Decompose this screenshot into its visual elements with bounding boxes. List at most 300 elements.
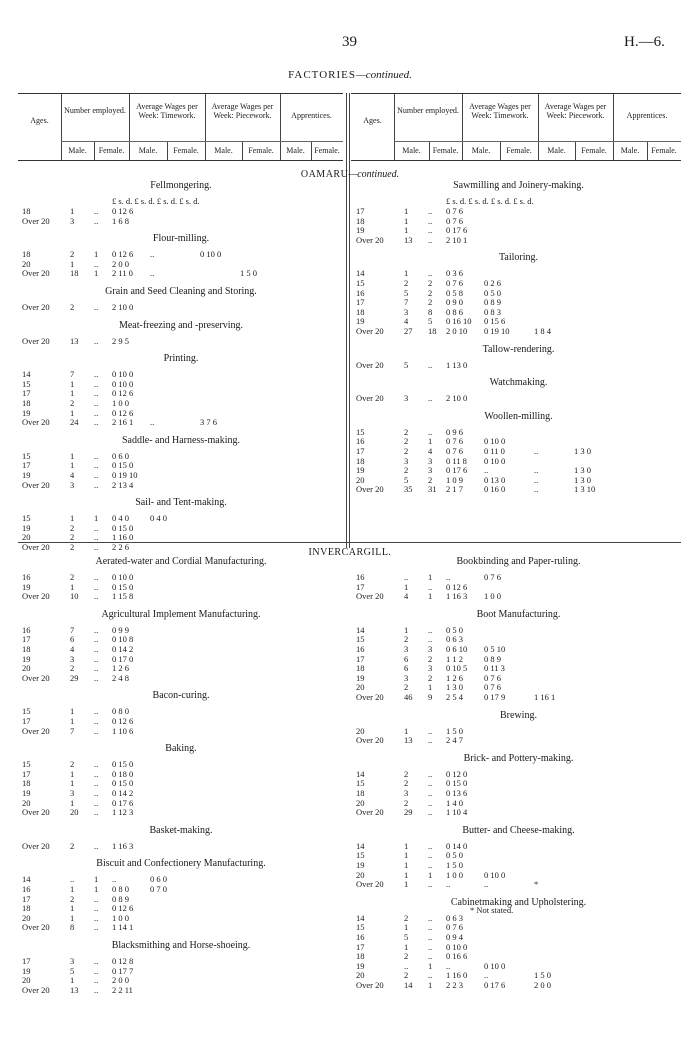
cell-tw: 1 13 0	[446, 359, 468, 370]
cell-f: ..	[94, 807, 99, 818]
header-piecework: Average Wages per Week: Piecework.	[544, 102, 607, 120]
cell-age: 19	[356, 316, 365, 327]
table-row	[356, 591, 681, 602]
header-female: Female.	[506, 146, 532, 155]
cell-tw: ..	[446, 879, 451, 890]
cell-tw: 0 14 2	[112, 643, 134, 654]
cell-f: ..	[94, 479, 99, 490]
cell-tw: 0 12 6	[112, 388, 134, 399]
cell-f: ..	[428, 840, 433, 851]
cell-age: 15	[356, 634, 365, 645]
cell-tw: 2 10 0	[446, 393, 468, 404]
cell-tw: 0 12 6	[112, 903, 134, 914]
section-title: Fellmongering.	[150, 180, 212, 191]
cell-tf: 0 8 9	[484, 297, 501, 308]
cell-f: ..	[94, 335, 99, 346]
table-row	[356, 360, 681, 371]
cell-age: 19	[22, 469, 31, 480]
cell-f: 1	[94, 513, 99, 524]
cell-tw: 1 3 0	[446, 682, 463, 693]
cell-m: 3	[70, 653, 75, 664]
table-row	[356, 807, 681, 818]
cell-age: Over 20	[356, 325, 384, 336]
cell-pw: 1 5 0	[534, 970, 551, 981]
header-female: Female.	[651, 146, 677, 155]
cell-tw: 0 17 6	[446, 465, 468, 476]
cell-f: 1	[428, 960, 433, 971]
cell-age: Over 20	[356, 393, 384, 404]
cell-m: 2	[404, 912, 409, 923]
cell-m: 2	[70, 541, 75, 552]
section-title: Basket-making.	[149, 824, 213, 836]
cell-age: Over 20	[22, 984, 50, 995]
section-title: Agricultural Implement Manufacturing.	[101, 608, 261, 620]
cell-f: ..	[94, 407, 99, 418]
section-title: Saddle- and Harness-making.	[121, 434, 241, 446]
cell-f: ..	[94, 715, 99, 726]
cell-m: 3	[404, 672, 409, 683]
cell-age: 19	[356, 465, 365, 476]
cell-m: 1	[404, 268, 409, 279]
section-title: Tailoring.	[498, 252, 538, 264]
cell-m: ..	[404, 572, 409, 582]
cell-tw: 1 1 2	[446, 653, 463, 664]
cell-tw: 0 6 10	[446, 643, 468, 654]
header-ages: Ages.	[30, 116, 49, 125]
cell-m: 1	[70, 778, 75, 789]
cell-tw: 2 4 8	[112, 672, 129, 683]
header-apprentices: Apprentices.	[291, 111, 332, 120]
cell-tw: 0 12 6	[112, 249, 134, 260]
cell-age: Over 20	[356, 979, 384, 990]
cell-f: 2	[428, 653, 433, 664]
cell-age: 20	[22, 912, 31, 923]
cell-age: 17	[22, 388, 31, 399]
cell-tw: 1 10 6	[112, 725, 134, 736]
cell-tw: 1 15 8	[112, 591, 134, 602]
cell-tw: 2 10 1	[446, 234, 468, 245]
cell-m: 1	[70, 450, 75, 461]
cell-f: ..	[94, 893, 99, 904]
table-header-left	[18, 93, 343, 161]
cell-pw: 1 8 4	[534, 325, 551, 336]
cell-tw: 0 11 8	[446, 455, 467, 466]
cell-m: 6	[404, 663, 409, 674]
cell-tw: 0 10 0	[446, 941, 468, 952]
cell-f: ..	[94, 572, 99, 582]
cell-tw: 0 15 0	[112, 522, 134, 533]
cell-tf: 1 0 0	[484, 591, 501, 602]
cell-m: 4	[404, 316, 409, 327]
cell-age: 17	[22, 715, 31, 726]
cell-tw: 0 8 6	[446, 306, 463, 317]
cell-age: 17	[356, 297, 365, 308]
cell-f: ..	[428, 859, 433, 870]
header-employed: Number employed.	[64, 106, 126, 115]
cell-m: 2	[70, 522, 75, 533]
cell-age: Over 20	[22, 479, 50, 490]
cell-f: ..	[94, 581, 99, 592]
cell-pf: 1 3 10	[574, 484, 596, 495]
cell-m: 13	[70, 984, 79, 995]
cell-m: 4	[404, 591, 409, 602]
cell-tf: 0 10 0	[484, 436, 506, 447]
cell-age: 18	[22, 397, 31, 408]
cell-age: Over 20	[356, 807, 384, 818]
cell-pw: ..	[534, 445, 539, 456]
cell-m: 5	[404, 359, 409, 370]
cell-f: ..	[94, 460, 99, 471]
cell-tw: 2 13 4	[112, 479, 134, 490]
cell-f: ..	[428, 634, 433, 645]
cell-age: 20	[356, 682, 365, 693]
cell-age: 20	[22, 258, 31, 269]
cell-f: ..	[94, 922, 99, 933]
cell-m: 1	[404, 225, 409, 236]
cell-age: Over 20	[22, 725, 50, 736]
cell-tw: 0 6 3	[446, 634, 463, 645]
table-row	[22, 268, 340, 279]
page-number: 39	[342, 34, 357, 50]
cell-f: ..	[94, 672, 99, 683]
cell-m: 1	[70, 768, 75, 779]
cell-tw: 0 8 9	[112, 893, 129, 904]
cell-m: 2	[404, 426, 409, 437]
cell-age: 17	[22, 460, 31, 471]
cell-m: 1	[404, 941, 409, 952]
cell-f: 3	[428, 643, 433, 654]
cell-m: 1	[404, 581, 409, 592]
cell-age: Over 20	[356, 359, 384, 370]
cell-tw: 1 14 1	[112, 922, 134, 933]
cell-tf: 0 7 6	[484, 672, 501, 683]
cell-age: 15	[22, 706, 31, 717]
section-title: Brewing.	[500, 709, 537, 721]
cell-tf: 0 15 6	[484, 316, 506, 327]
table-header-right	[351, 93, 681, 161]
cell-tw: 2 2 6	[112, 541, 129, 552]
cell-age: Over 20	[22, 215, 50, 226]
cell-age: 16	[22, 624, 31, 635]
cell-tw: 0 12 0	[446, 768, 468, 779]
cell-f: ..	[94, 541, 99, 552]
cell-m: 8	[70, 922, 75, 933]
cell-tw: 1 10 4	[446, 807, 468, 818]
cell-m: 7	[70, 725, 75, 736]
section-title: Aerated-water and Cordial Manufacturing.	[95, 556, 267, 567]
cell-tw: 0 10 0	[112, 369, 134, 380]
cell-age: 20	[356, 970, 365, 981]
cell-tf: 0 10 0	[484, 455, 506, 466]
header-male: Male.	[547, 146, 566, 155]
cell-f: ..	[94, 903, 99, 914]
table-row	[22, 807, 340, 818]
cell-f: ..	[428, 797, 433, 808]
cell-f: ..	[428, 768, 433, 779]
table-row	[22, 841, 340, 852]
cell-f: ..	[94, 450, 99, 461]
cell-age: 14	[22, 874, 31, 885]
cell-f: ..	[94, 956, 99, 966]
cell-tf: 0 11 0	[484, 445, 505, 456]
table-row	[356, 235, 681, 246]
section-title: Woollen-milling.	[484, 410, 553, 422]
cell-m: 2	[70, 759, 75, 770]
cell-m: 2	[70, 572, 75, 582]
cell-m: ..	[404, 960, 409, 971]
cell-m: 1	[404, 869, 409, 880]
footnote: * Not stated.	[470, 905, 514, 915]
cell-m: 2	[404, 436, 409, 447]
cell-f: ..	[94, 725, 99, 736]
header-timework: Average Wages per Week: Timework.	[469, 102, 531, 120]
cell-tw: 0 15 0	[112, 460, 134, 471]
cell-m: 5	[404, 287, 409, 298]
cell-age: Over 20	[22, 922, 50, 933]
cell-m: 3	[70, 956, 75, 966]
cell-tf: 0 11 3	[484, 663, 505, 674]
cell-age: Over 20	[356, 879, 384, 890]
cell-m: 46	[404, 691, 413, 702]
cell-m: 1	[70, 388, 75, 399]
cell-m: 1	[404, 206, 409, 216]
cell-tw: 0 5 8	[446, 287, 463, 298]
cell-f: 31	[428, 484, 437, 495]
cell-m: 3	[404, 643, 409, 654]
cell-m: 29	[70, 672, 79, 683]
cell-m: 1	[70, 460, 75, 471]
cell-f: 8	[428, 306, 433, 317]
cell-m: 18	[70, 268, 79, 279]
cell-age: 19	[22, 581, 31, 592]
cell-f: 1	[428, 682, 433, 693]
cell-tw: 2 2 11	[112, 984, 133, 995]
cell-age: Over 20	[356, 691, 384, 702]
cell-pw: *	[534, 879, 539, 890]
cell-f: ..	[94, 912, 99, 923]
cell-age: 19	[22, 787, 31, 798]
header-male: Male.	[286, 146, 305, 155]
cell-f: ..	[428, 941, 433, 952]
cell-f: 3	[428, 455, 433, 466]
cell-age: 18	[356, 951, 365, 962]
cell-age: 18	[356, 306, 365, 317]
cell-age: 15	[356, 922, 365, 933]
cell-age: Over 20	[356, 234, 384, 245]
cell-f: ..	[428, 725, 433, 736]
cell-f: ..	[94, 984, 99, 995]
cell-m: 2	[404, 797, 409, 808]
cell-m: 7	[70, 624, 75, 635]
cell-f: ..	[428, 970, 433, 981]
cell-tw: 0 17 6	[112, 797, 134, 808]
cell-f: 1	[94, 883, 99, 894]
cell-age: 15	[22, 378, 31, 389]
table-row	[22, 673, 340, 684]
cell-age: 20	[356, 474, 365, 485]
section-title: Cabinetmaking and Upholstering.	[450, 896, 587, 908]
cell-age: 19	[22, 407, 31, 418]
cell-age: 18	[22, 778, 31, 789]
section-title: Flour-milling.	[152, 233, 210, 245]
cell-tf: ..	[484, 465, 489, 476]
cell-age: 16	[356, 287, 365, 298]
unit-header: £ s. d. £ s. d. £ s. d. £ s. d.	[446, 196, 534, 206]
header-ages: Ages.	[363, 116, 382, 125]
cell-tw: 1 4 0	[446, 797, 463, 808]
cell-age: Over 20	[22, 335, 50, 346]
cell-tw: 1 16 3	[446, 591, 468, 602]
section-title: Grain and Seed Cleaning and Storing.	[105, 286, 257, 297]
cell-tf: 0 19 10	[484, 325, 510, 336]
cell-age: 17	[22, 634, 31, 645]
cell-tw: ..	[446, 572, 451, 582]
table-row	[22, 302, 340, 313]
region-heading-invercargill: INVERCARGILL.	[308, 547, 392, 558]
cell-f: ..	[428, 624, 433, 635]
cell-age: 15	[356, 850, 365, 861]
cell-tf: 0 8 3	[484, 306, 501, 317]
cell-age: 17	[356, 941, 365, 952]
cell-tw: 0 10 0	[112, 378, 134, 389]
cell-f: ..	[94, 840, 99, 851]
cell-tw: 0 13 6	[446, 787, 468, 798]
cell-tw: 0 9 6	[446, 426, 463, 437]
cell-tf: ..	[484, 970, 489, 981]
header-female: Female.	[98, 146, 125, 155]
cell-tw: 0 5 0	[446, 850, 463, 861]
cell-tw: 1 6 8	[112, 215, 129, 226]
cell-m: 4	[70, 643, 75, 654]
cell-age: 17	[22, 893, 31, 904]
cell-age: 19	[22, 965, 31, 976]
cell-m: 2	[70, 840, 75, 851]
cell-m: 2	[70, 249, 75, 260]
cell-tf: ..	[150, 417, 155, 428]
section-title: Bookbinding and Paper-ruling.	[456, 556, 581, 567]
cell-age: Over 20	[22, 268, 50, 279]
cell-age: 16	[356, 931, 365, 942]
cell-age: 16	[356, 572, 365, 582]
cell-f: 1	[94, 874, 99, 885]
cell-f: ..	[94, 768, 99, 779]
cell-tf: 0 10 0	[484, 869, 506, 880]
cell-m: 3	[70, 215, 75, 226]
header-female: Female.	[248, 146, 274, 155]
section-title: Butter- and Cheese-making.	[462, 824, 575, 836]
cell-f: 1	[428, 591, 433, 602]
cell-f: ..	[428, 922, 433, 933]
cell-f: 1	[428, 572, 433, 582]
header-female: Female.	[432, 146, 459, 155]
cell-m: 2	[404, 951, 409, 962]
cell-tf: 0 7 0	[150, 883, 167, 894]
cell-age: 19	[356, 672, 365, 683]
cell-tf: 0 8 9	[484, 653, 501, 664]
table-row	[356, 393, 681, 404]
cell-tw: 0 6 3	[446, 912, 463, 923]
table-row	[356, 326, 681, 337]
cell-f: ..	[428, 735, 433, 746]
cell-tw: 0 12 6	[112, 206, 134, 216]
cell-tw: 0 15 0	[446, 778, 468, 789]
cell-pw: 0 10 0	[200, 249, 222, 260]
section-title: Biscuit and Confectionery Manufacturing.	[96, 858, 266, 870]
cell-m: 2	[70, 397, 75, 408]
cell-f: 1	[428, 979, 433, 990]
section-title: Sail- and Tent-making.	[135, 497, 227, 509]
cell-m: 1	[404, 840, 409, 851]
cell-age: 14	[356, 268, 365, 279]
cell-tw: 1 0 0	[446, 869, 463, 880]
cell-age: 19	[22, 653, 31, 664]
cell-age: 14	[356, 840, 365, 851]
cell-m: 1	[70, 706, 75, 717]
cell-f: ..	[94, 634, 99, 645]
cell-m: 1	[70, 797, 75, 808]
cell-tw: 2 10 0	[112, 302, 134, 312]
cell-age: 20	[356, 869, 365, 880]
cell-age: 15	[22, 759, 31, 770]
cell-f: 1	[428, 436, 433, 447]
cell-tw: 1 2 6	[446, 672, 463, 683]
cell-age: 14	[22, 369, 31, 380]
cell-tw: 1 0 0	[112, 397, 129, 408]
cell-m: 1	[404, 859, 409, 870]
cell-tf: ..	[484, 879, 489, 890]
cell-age: 17	[22, 956, 31, 966]
cell-f: ..	[94, 532, 99, 543]
cell-m: 1	[70, 903, 75, 914]
section-title: Bacon-curing.	[152, 690, 210, 702]
cell-age: 20	[22, 797, 31, 808]
cell-f: 5	[428, 316, 433, 327]
cell-tw: 0 7 6	[446, 206, 463, 216]
table-row	[22, 216, 340, 227]
cell-f: ..	[94, 624, 99, 635]
cell-pw: 2 0 0	[534, 979, 551, 990]
cell-m: 1	[70, 581, 75, 592]
section-title: Printing.	[163, 353, 199, 365]
cell-f: ..	[94, 706, 99, 717]
cell-f: ..	[94, 787, 99, 798]
cell-tw: 0 4 0	[112, 513, 129, 524]
cell-tw: 1 16 0	[112, 532, 134, 543]
cell-tw: 2 2 3	[446, 979, 463, 990]
cell-tw: 0 7 6	[446, 445, 463, 456]
cell-tw: 0 12 6	[112, 407, 134, 418]
header-male: Male.	[214, 146, 233, 155]
cell-tw: 0 7 6	[446, 277, 463, 288]
cell-f: ..	[428, 268, 433, 279]
cell-m: 2	[70, 532, 75, 543]
cell-f: ..	[94, 797, 99, 808]
cell-m: 5	[404, 931, 409, 942]
cell-age: 19	[356, 859, 365, 870]
cell-m: 13	[404, 234, 413, 245]
cell-f: ..	[428, 951, 433, 962]
header-male: Male.	[620, 146, 640, 155]
cell-f: ..	[94, 965, 99, 976]
cell-pw: ..	[534, 465, 539, 476]
cell-age: 18	[22, 643, 31, 654]
cell-tw: 0 6 0	[112, 450, 129, 461]
cell-m: 1	[70, 378, 75, 389]
cell-age: Over 20	[22, 807, 50, 818]
cell-m: 3	[404, 306, 409, 317]
cell-age: 20	[22, 532, 31, 543]
cell-m: 2	[404, 634, 409, 645]
